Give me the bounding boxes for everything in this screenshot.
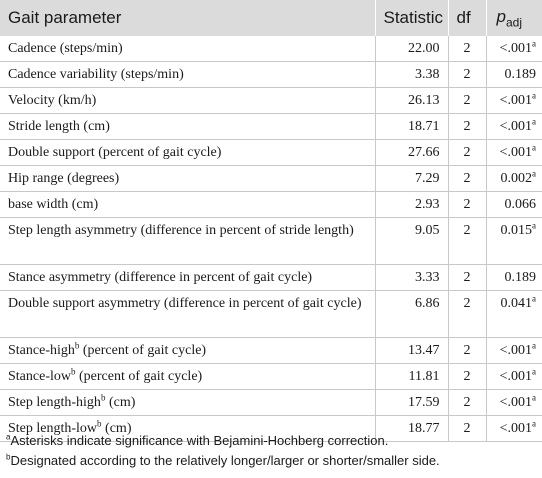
parameter-label: Hip range (degrees) (8, 171, 120, 186)
p-value: 0.002 (500, 171, 532, 186)
cell-gait-parameter (0, 265, 375, 291)
parameter-label: Double support (percent of gait cycle) (8, 145, 222, 160)
cell-p-adj (486, 166, 542, 192)
table-row (0, 140, 542, 166)
table-row (0, 36, 542, 62)
table-footnotes (6, 431, 536, 471)
table-row (0, 338, 542, 364)
table-row (0, 166, 542, 192)
p-value: <.001 (499, 369, 532, 384)
p-value-footnote-mark: a (532, 38, 536, 49)
cell-df: 2 (448, 166, 486, 192)
parameter-label: Cadence (steps/min) (8, 41, 123, 56)
header-statistic: Statistic (375, 0, 448, 36)
p-value-footnote-mark: a (532, 142, 536, 153)
cell-p-adj (486, 291, 542, 338)
cell-df: 2 (448, 291, 486, 338)
cell-df: 2 (448, 114, 486, 140)
parameter-unit: (cm) (105, 395, 136, 410)
cell-df: 2 (448, 88, 486, 114)
cell-df: 2 (448, 416, 486, 442)
cell-p-adj (486, 192, 542, 218)
footnote-b (6, 451, 536, 471)
cell-statistic: 13.47 (375, 338, 448, 364)
cell-statistic: 9.05 (375, 218, 448, 265)
p-value: 0.189 (504, 270, 536, 285)
header-p-adj (486, 0, 542, 36)
parameter-label: Stance-high (8, 343, 75, 358)
footnote-text: Designated according to the relatively longer/larger or shorter/smaller side. (10, 453, 440, 468)
cell-gait-parameter (0, 291, 375, 338)
p-value: <.001 (499, 119, 532, 134)
cell-statistic: 7.29 (375, 166, 448, 192)
parameter-label: Step length-low (8, 421, 98, 436)
cell-p-adj (486, 62, 542, 88)
cell-df: 2 (448, 265, 486, 291)
cell-p-adj (486, 36, 542, 62)
cell-gait-parameter (0, 218, 375, 265)
parameter-label: Stride length (cm) (8, 119, 110, 134)
cell-gait-parameter (0, 364, 375, 390)
table-row (0, 265, 542, 291)
p-value-footnote-mark: a (532, 340, 536, 351)
cell-statistic: 18.71 (375, 114, 448, 140)
cell-p-adj (486, 140, 542, 166)
table-row (0, 62, 542, 88)
parameter-footnote-mark: b (70, 366, 76, 377)
parameter-unit: (percent of gait cycle) (79, 343, 207, 358)
parameter-footnote-mark: b (97, 418, 102, 429)
cell-p-adj (486, 364, 542, 390)
parameter-label: Stance asymmetry (difference in percent of gait cycle) (8, 270, 313, 285)
parameter-label: Velocity (km/h) (8, 93, 97, 108)
cell-df: 2 (448, 192, 486, 218)
p-value: 0.041 (500, 296, 532, 311)
p-value-footnote-mark: a (532, 168, 536, 179)
table-row (0, 88, 542, 114)
p-value: <.001 (499, 93, 532, 108)
p-value: <.001 (499, 395, 532, 410)
parameter-label: Step length asymmetry (difference in percent of stride length) (8, 223, 354, 238)
p-value-footnote-mark: a (532, 293, 536, 304)
cell-p-adj (486, 338, 542, 364)
cell-p-adj (486, 390, 542, 416)
p-value-footnote-mark: a (532, 366, 536, 377)
table-body (0, 36, 542, 442)
cell-gait-parameter (0, 192, 375, 218)
header-gait-parameter: Gait parameter (0, 0, 375, 36)
parameter-label: Double support asymmetry (difference in percent of gait cycle) (8, 296, 362, 311)
cell-gait-parameter (0, 114, 375, 140)
cell-df: 2 (448, 218, 486, 265)
p-value-footnote-mark: a (532, 418, 536, 429)
cell-statistic: 3.33 (375, 265, 448, 291)
parameter-unit: (cm) (101, 421, 132, 436)
p-value: <.001 (499, 343, 532, 358)
cell-gait-parameter (0, 166, 375, 192)
cell-df: 2 (448, 364, 486, 390)
table-row (0, 218, 542, 265)
parameter-label: Step length-high (8, 395, 101, 410)
parameter-footnote-mark: b (74, 340, 80, 351)
cell-statistic: 26.13 (375, 88, 448, 114)
table-row (0, 114, 542, 140)
table-row (0, 192, 542, 218)
footnote-a (6, 431, 536, 451)
cell-gait-parameter (0, 36, 375, 62)
p-value-footnote-mark: a (532, 220, 536, 231)
footnote-mark: b (6, 452, 11, 462)
parameter-label: Cadence variability (steps/min) (8, 67, 184, 82)
p-value: 0.015 (500, 223, 532, 238)
table-row (0, 364, 542, 390)
parameter-unit: (percent of gait cycle) (75, 369, 203, 384)
footnote-mark: a (6, 432, 11, 442)
cell-statistic: 18.77 (375, 416, 448, 442)
cell-statistic: 2.93 (375, 192, 448, 218)
cell-p-adj (486, 88, 542, 114)
cell-df: 2 (448, 62, 486, 88)
p-value: <.001 (499, 421, 532, 436)
header-p-main: p (496, 6, 506, 26)
p-value: <.001 (499, 41, 532, 56)
header-df: df (448, 0, 486, 36)
p-value-footnote-mark: a (532, 116, 536, 127)
cell-df: 2 (448, 140, 486, 166)
cell-gait-parameter (0, 140, 375, 166)
p-value-footnote-mark: a (532, 90, 536, 101)
cell-p-adj (486, 218, 542, 265)
cell-statistic: 17.59 (375, 390, 448, 416)
parameter-label: Stance-low (8, 369, 71, 384)
cell-gait-parameter (0, 338, 375, 364)
header-row (0, 0, 542, 36)
cell-statistic: 3.38 (375, 62, 448, 88)
table-row (0, 390, 542, 416)
cell-statistic: 22.00 (375, 36, 448, 62)
cell-p-adj (486, 265, 542, 291)
cell-gait-parameter (0, 88, 375, 114)
p-value: <.001 (499, 145, 532, 160)
cell-statistic: 27.66 (375, 140, 448, 166)
footnote-text: Asterisks indicate significance with Bejamini-Hochberg correction. (10, 433, 389, 448)
cell-p-adj (486, 114, 542, 140)
table-header (0, 0, 542, 36)
cell-df: 2 (448, 390, 486, 416)
parameter-label: base width (cm) (8, 197, 99, 212)
cell-df: 2 (448, 338, 486, 364)
parameter-footnote-mark: b (100, 392, 106, 403)
p-value: 0.066 (504, 197, 536, 212)
cell-statistic: 6.86 (375, 291, 448, 338)
p-value: 0.189 (504, 67, 536, 82)
cell-statistic: 11.81 (375, 364, 448, 390)
p-value-footnote-mark: a (532, 392, 536, 403)
cell-df: 2 (448, 36, 486, 62)
header-p-sub: adj (505, 15, 522, 30)
cell-gait-parameter (0, 390, 375, 416)
table-row (0, 291, 542, 338)
cell-gait-parameter (0, 62, 375, 88)
